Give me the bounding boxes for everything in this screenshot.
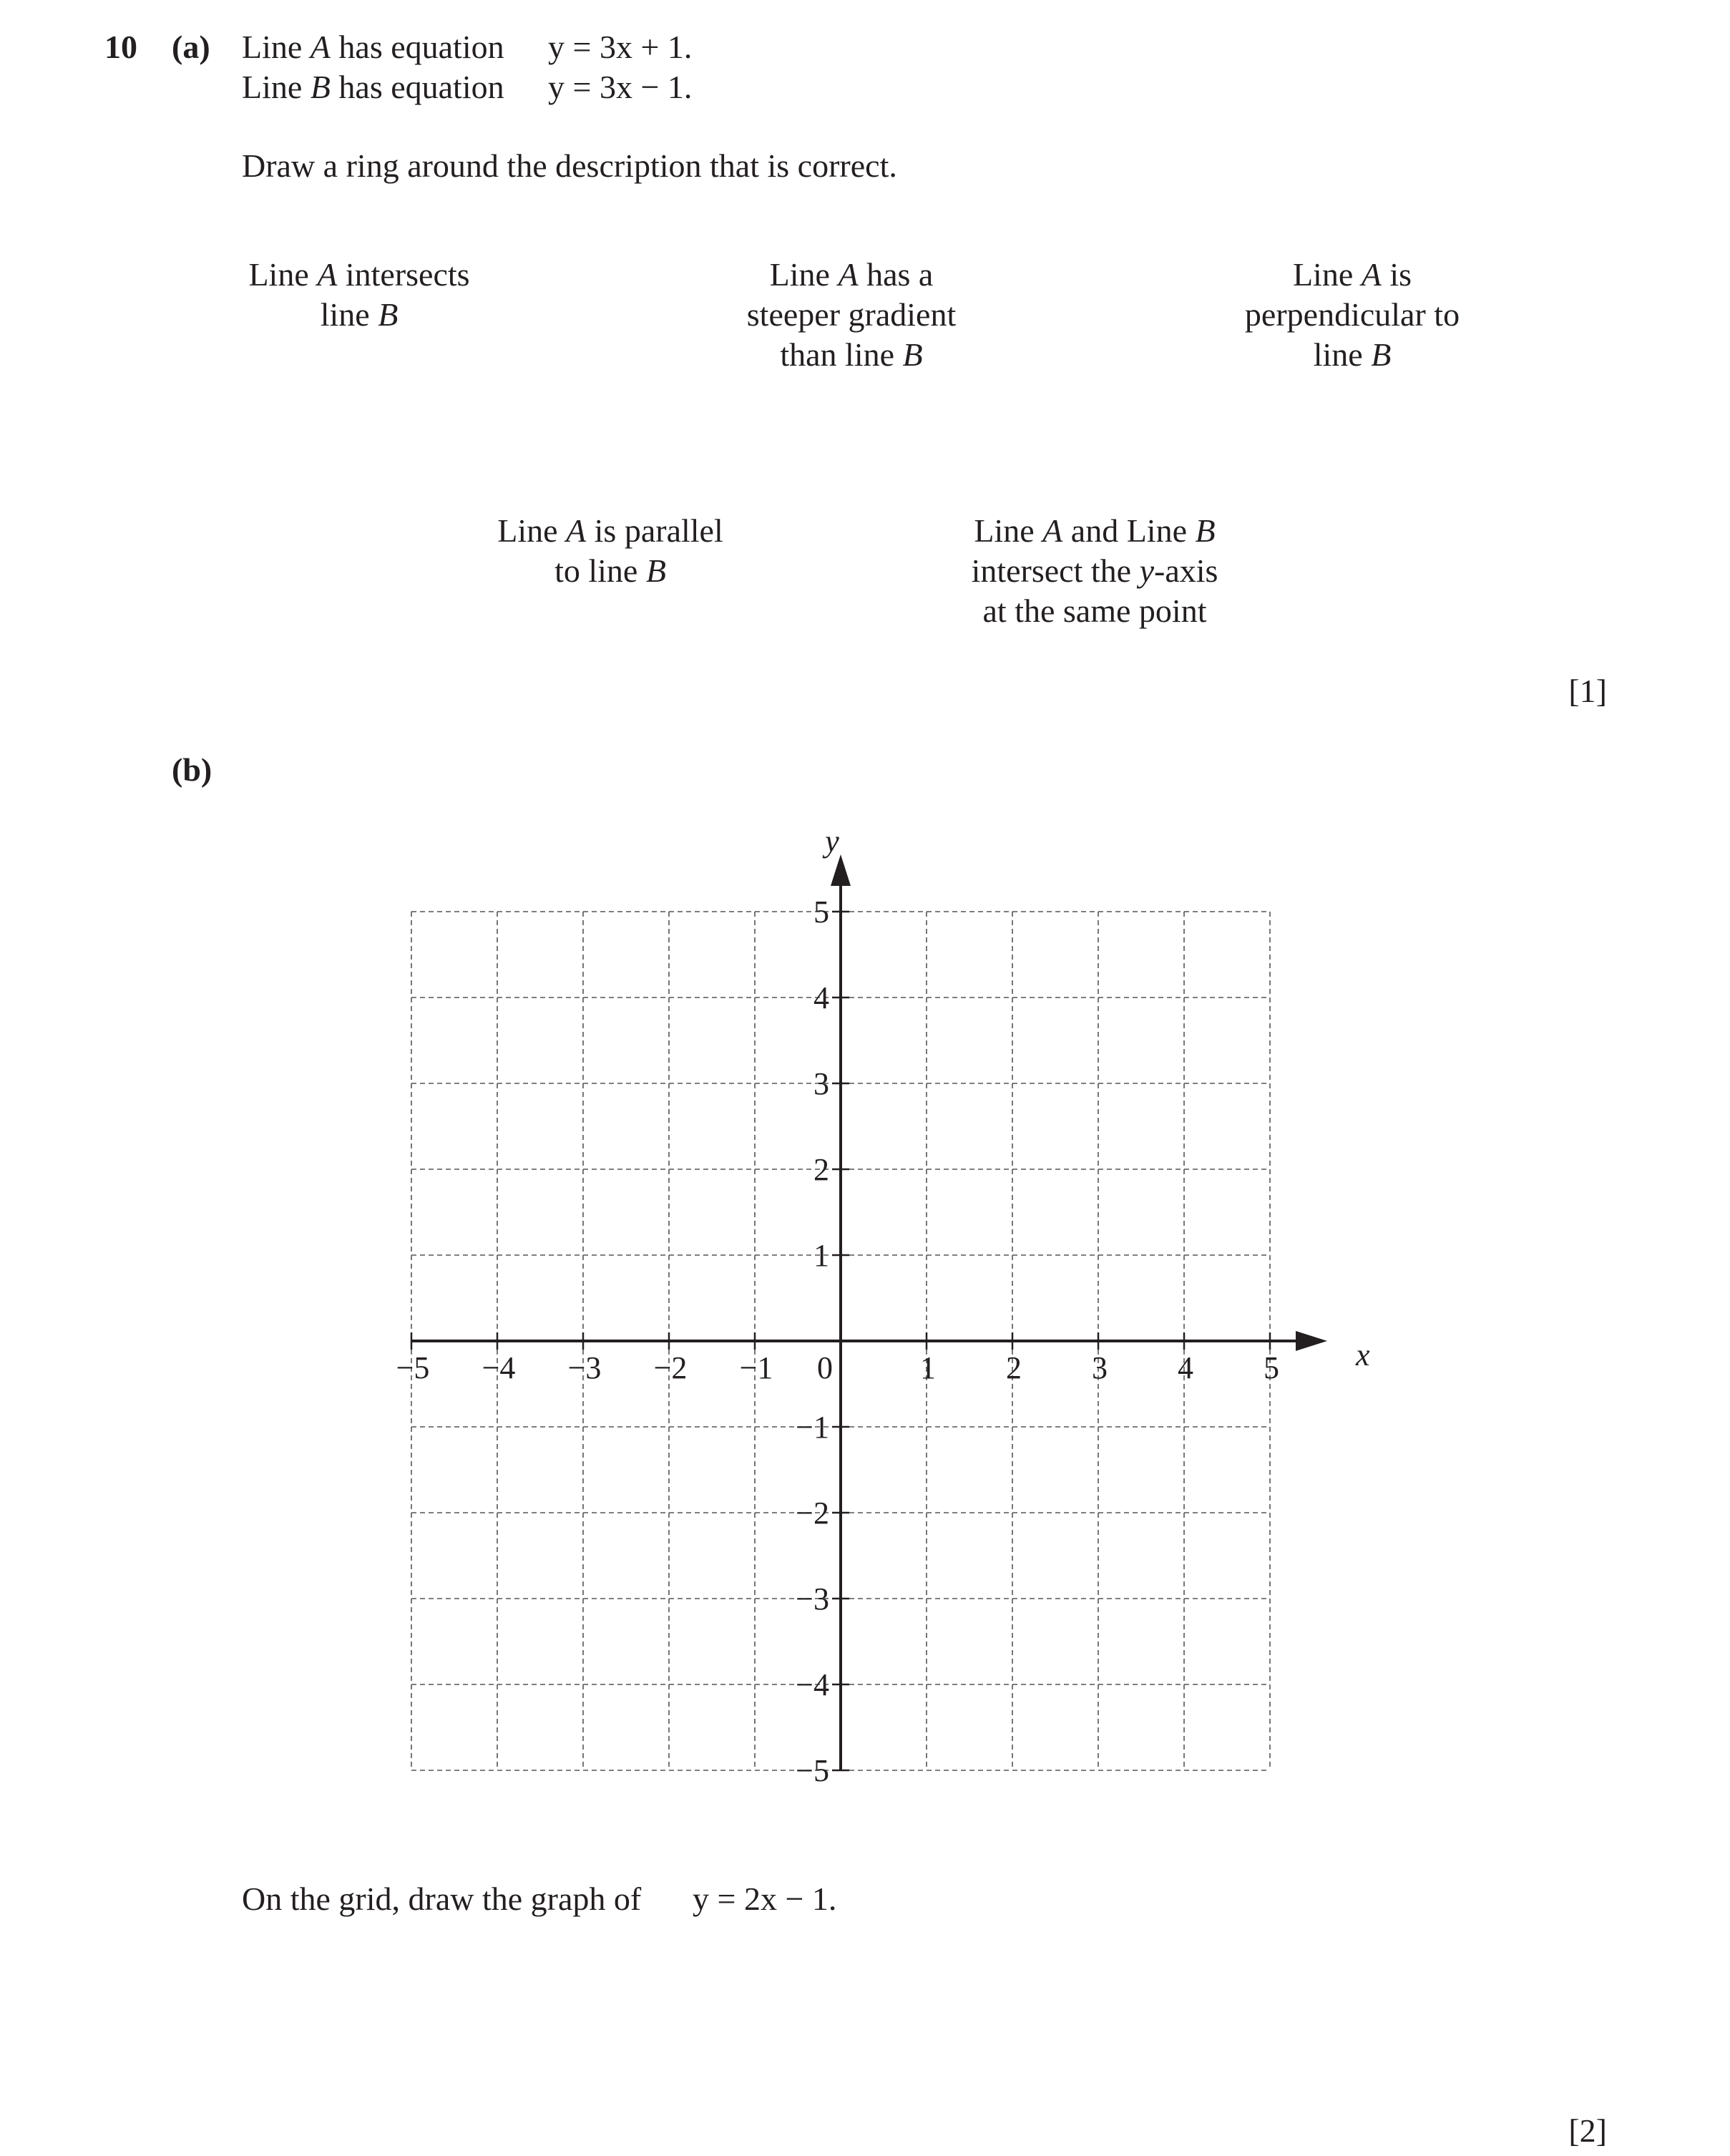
x-tick-label: −2 (653, 1350, 688, 1385)
option-line: than line B (780, 336, 923, 373)
part-b-equation: y = 2x − 1. (693, 1881, 837, 1917)
part-b-marks: [2] (1568, 2112, 1607, 2149)
x-tick-label: 4 (1178, 1350, 1193, 1385)
line-b-name: B (310, 69, 331, 105)
option-perpendicular[interactable] (1181, 255, 1524, 375)
question-number: 10 (104, 29, 137, 65)
line-a-prefix: Line (242, 29, 311, 65)
y-axis-arrowhead (831, 854, 851, 886)
option-line: Line A is (1292, 256, 1412, 293)
x-tick-label: 2 (1006, 1350, 1022, 1385)
y-axis-label: y (825, 830, 839, 859)
option-line: to line B (554, 552, 666, 589)
option-line: Line A and Line B (974, 512, 1216, 549)
option-line: perpendicular to (1244, 296, 1460, 333)
x-tick-label: −4 (482, 1350, 516, 1385)
axes (411, 854, 1327, 1770)
x-tick-label: 1 (920, 1350, 936, 1385)
tick-labels (396, 830, 1370, 1788)
y-tick-label: 4 (813, 980, 829, 1015)
option-line: at the same point (982, 592, 1207, 629)
line-b-equation: y = 3x − 1. (548, 69, 693, 105)
x-tick-label: −3 (567, 1350, 602, 1385)
line-b-prefix: Line (242, 69, 311, 105)
x-tick-label: −5 (396, 1350, 430, 1385)
x-tick-label: 3 (1092, 1350, 1108, 1385)
x-tick-label: −1 (739, 1350, 773, 1385)
y-tick-label: 5 (813, 894, 829, 930)
option-steeper-gradient[interactable] (680, 255, 1023, 375)
y-tick-label: −5 (796, 1753, 829, 1788)
line-b-middle: has equation (330, 69, 504, 105)
part-a-marks: [1] (1568, 673, 1607, 709)
option-intersects[interactable] (187, 255, 531, 335)
line-b-statement (242, 67, 504, 107)
option-line: Line A intersects (248, 256, 470, 293)
line-a-middle: has equation (330, 29, 504, 65)
y-tick-label: −2 (796, 1496, 829, 1531)
line-a-equation: y = 3x + 1. (548, 29, 693, 65)
x-axis-arrowhead (1296, 1331, 1327, 1351)
part-b-instruction-text: On the grid, draw the graph of (242, 1881, 642, 1917)
option-line: line B (320, 296, 399, 333)
option-same-y-intercept[interactable] (923, 511, 1266, 631)
line-a-name: A (310, 29, 331, 65)
option-line: intersect the y-axis (971, 552, 1218, 589)
part-b-label: (b) (172, 751, 212, 788)
x-tick-label: 0 (817, 1350, 833, 1385)
y-tick-label: 1 (813, 1238, 829, 1273)
line-a-statement (242, 27, 504, 67)
y-tick-label: −1 (796, 1410, 829, 1445)
option-line: Line A is parallel (497, 512, 723, 549)
option-line: line B (1313, 336, 1392, 373)
coordinate-grid[interactable] (0, 830, 1730, 1860)
y-tick-label: 2 (813, 1152, 829, 1187)
x-tick-label: 5 (1264, 1350, 1279, 1385)
option-parallel[interactable] (439, 511, 782, 591)
y-tick-label: −4 (796, 1667, 829, 1702)
y-tick-label: 3 (813, 1066, 829, 1101)
option-line: Line A has a (769, 256, 934, 293)
y-tick-label: −3 (796, 1581, 829, 1616)
part-b-instruction (242, 1879, 641, 1919)
part-a-label: (a) (172, 29, 210, 65)
part-a-instruction: Draw a ring around the description that is correct. (242, 147, 897, 184)
option-line: steeper gradient (746, 296, 957, 333)
x-axis-label: x (1356, 1337, 1370, 1372)
